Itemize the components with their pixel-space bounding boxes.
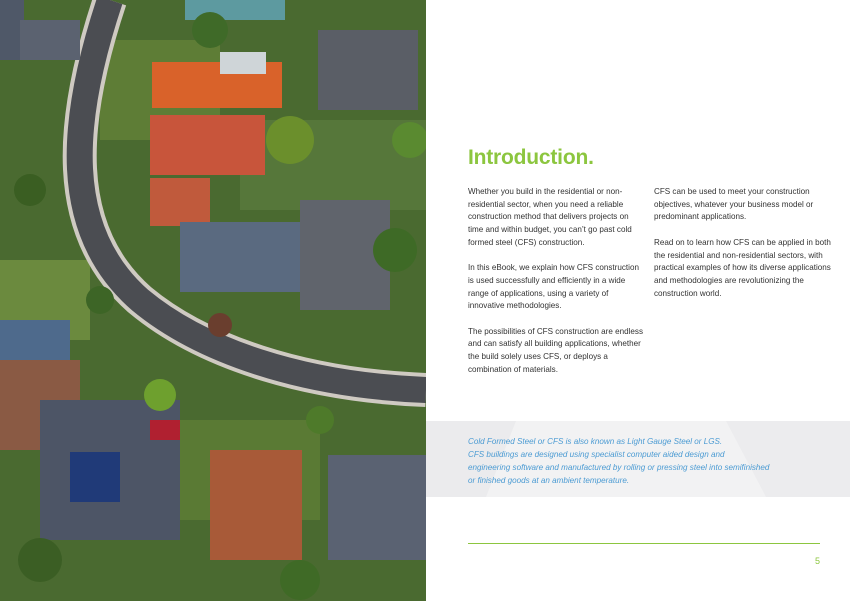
definition-callout bbox=[426, 421, 850, 497]
paragraph: CFS can be used to meet your construction objectives, whatever your business model or predominant applications. bbox=[654, 187, 814, 222]
callout-text bbox=[468, 435, 838, 487]
page-number: 5 bbox=[815, 556, 821, 566]
paragraph: The possibilities of CFS construction are endless and can satisfy all building applications, whether the build solely uses CFS, or deploys a combination of materials. bbox=[468, 326, 643, 374]
paragraph: In this eBook, we explain how CFS construction is used successfully and efficiently in a wide range of applications, using a variety of innovative methodologies. bbox=[468, 263, 639, 311]
callout-line: CFS buildings are designed using specialist computer aided design and bbox=[468, 450, 725, 459]
body-column-right bbox=[654, 186, 832, 313]
callout-line: Cold Formed Steel or CFS is also known as Light Gauge Steel or LGS. bbox=[468, 437, 723, 446]
paragraph: Whether you build in the residential or non-residential sector, when you need a reliable construction method that delivers projects on time and within budget, you can’t go past cold formed steel (CFS) construction. bbox=[468, 187, 632, 247]
body-column-left bbox=[468, 186, 646, 389]
callout-line: or finished goods at an ambient temperature. bbox=[468, 476, 630, 485]
footer-divider bbox=[468, 543, 820, 544]
page-title: Introduction. bbox=[468, 146, 594, 169]
paragraph: Read on to learn how CFS can be applied in both the residential and non-residential sectors, with practical examples of how its diverse applications and methodologies are revolutionizing the construction world. bbox=[654, 237, 831, 298]
callout-line: engineering software and manufactured by rolling or pressing steel into semifinished bbox=[468, 463, 770, 472]
text-page bbox=[426, 0, 850, 601]
